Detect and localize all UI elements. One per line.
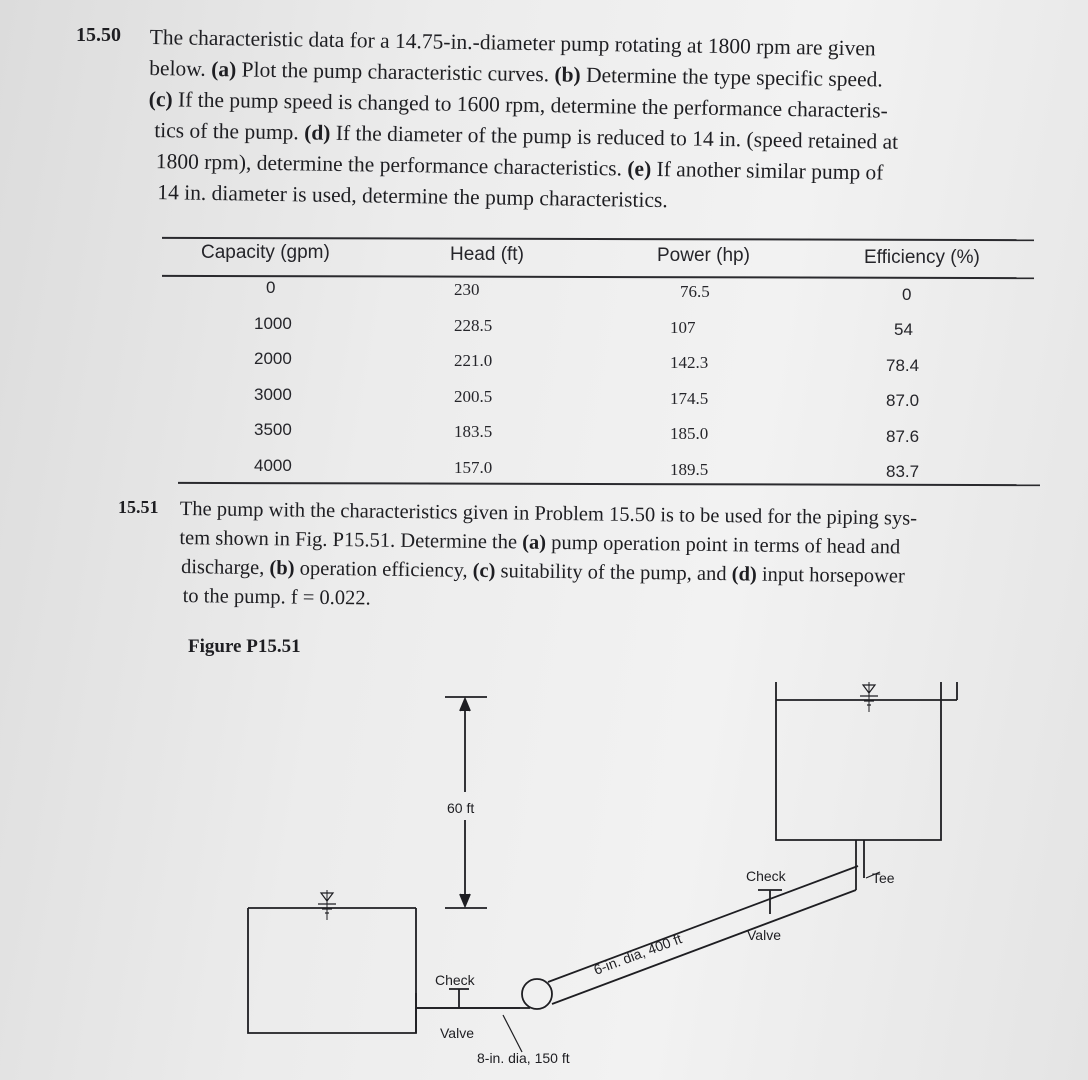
part-label: (a) <box>210 56 237 82</box>
table-cell: 221.0 <box>454 351 493 371</box>
table-cell: 228.5 <box>454 315 493 335</box>
table-cell: 107 <box>670 317 696 337</box>
table-cell: 0 <box>902 284 912 304</box>
text-segment: If another similar pump of <box>651 156 884 185</box>
table-cell: 189.5 <box>670 459 709 479</box>
tee-label: Tee <box>872 870 895 886</box>
text-segment: The characteristic data for a 14.75-in.-diameter pump rotating at 1800 rpm are given <box>149 24 876 61</box>
valve-left-label: Valve <box>440 1025 474 1041</box>
text-segment: to the pump. f = 0.022. <box>182 585 371 610</box>
table-cell: 174.5 <box>670 388 709 408</box>
table-cell: 157.0 <box>454 457 493 477</box>
text-segment: below. <box>149 55 212 81</box>
table-cell: 0 <box>266 278 276 297</box>
table-cell: 54 <box>894 320 913 340</box>
text-segment: pump operation point in terms of head and <box>545 531 901 559</box>
text-segment: 14 in. diameter is used, determine the pump characteristics. <box>157 180 668 213</box>
part-label: (d) <box>731 563 757 586</box>
figure-caption: Figure P15.51 <box>188 636 301 657</box>
part-label: (e) <box>627 156 652 181</box>
suction-pipe-label: 8-in. dia, 150 ft <box>477 1050 570 1066</box>
table-cell: 87.6 <box>886 426 920 446</box>
table-header: Efficiency (%) <box>864 246 980 268</box>
part-label: (a) <box>522 531 547 554</box>
table-cell: 3000 <box>254 384 292 404</box>
text-segment: tem shown in Fig. P15.51. Determine the <box>179 526 523 554</box>
discharge-pipe-label: 6-in. dia, 400 ft <box>591 930 684 978</box>
suction-pipe-top <box>416 993 520 1008</box>
table-cell: 4000 <box>254 455 292 475</box>
check-valve-left-label: Check <box>435 972 475 988</box>
text-segment: Determine the type specific speed. <box>580 62 883 92</box>
check-valve-right-label: Check <box>746 868 786 884</box>
text-segment: discharge, <box>180 556 270 580</box>
lower-reservoir <box>248 908 416 1033</box>
text-segment: Plot the pump characteristic curves. <box>236 57 555 87</box>
problem-number: 15.51 <box>118 497 159 517</box>
table-cell: 2000 <box>254 349 292 368</box>
text-segment: 1800 rpm), determine the performance characteristics. <box>155 149 628 181</box>
pump <box>522 979 552 1009</box>
height-label: 60 ft <box>447 800 475 816</box>
table-header: Head (ft) <box>450 243 524 265</box>
table-header: Power (hp) <box>657 245 750 266</box>
table-cell: 3500 <box>254 420 292 439</box>
part-label: (c) <box>472 559 496 583</box>
table-cell: 200.5 <box>454 386 493 406</box>
valve-right-label: Valve <box>747 927 781 943</box>
text-segment: suitability of the pump, and <box>495 560 732 586</box>
table-cell: 183.5 <box>454 422 493 442</box>
problem-number: 15.50 <box>76 24 121 46</box>
table-cell: 142.3 <box>670 353 709 373</box>
text-segment: operation efficiency, <box>294 557 473 582</box>
text-segment: If the diameter of the pump is reduced to 14 in. (speed retained at <box>330 120 899 154</box>
text-segment: The pump with the characteristics given in Problem 15.50 is to be used for the piping sys- <box>179 497 918 530</box>
table-cell: 87.0 <box>886 391 920 411</box>
table-cell: 78.4 <box>886 355 920 375</box>
table-cell: 76.5 <box>680 282 710 302</box>
part-label: (b) <box>269 557 295 580</box>
table-cell: 83.7 <box>886 462 920 482</box>
text-segment: input horsepower <box>756 563 905 588</box>
part-label: (b) <box>554 62 581 87</box>
table-header: Capacity (gpm) <box>201 242 330 263</box>
upper-reservoir <box>776 682 941 840</box>
part-label: (d) <box>303 120 331 145</box>
part-label: (c) <box>148 86 173 112</box>
table-cell: 1000 <box>254 313 292 333</box>
table-cell: 230 <box>454 280 480 300</box>
table-cell: 185.0 <box>670 424 709 444</box>
text-segment: If the pump speed is changed to 1600 rpm, determine the performance characteris- <box>172 87 888 123</box>
text-segment: tics of the pump. <box>154 118 305 145</box>
